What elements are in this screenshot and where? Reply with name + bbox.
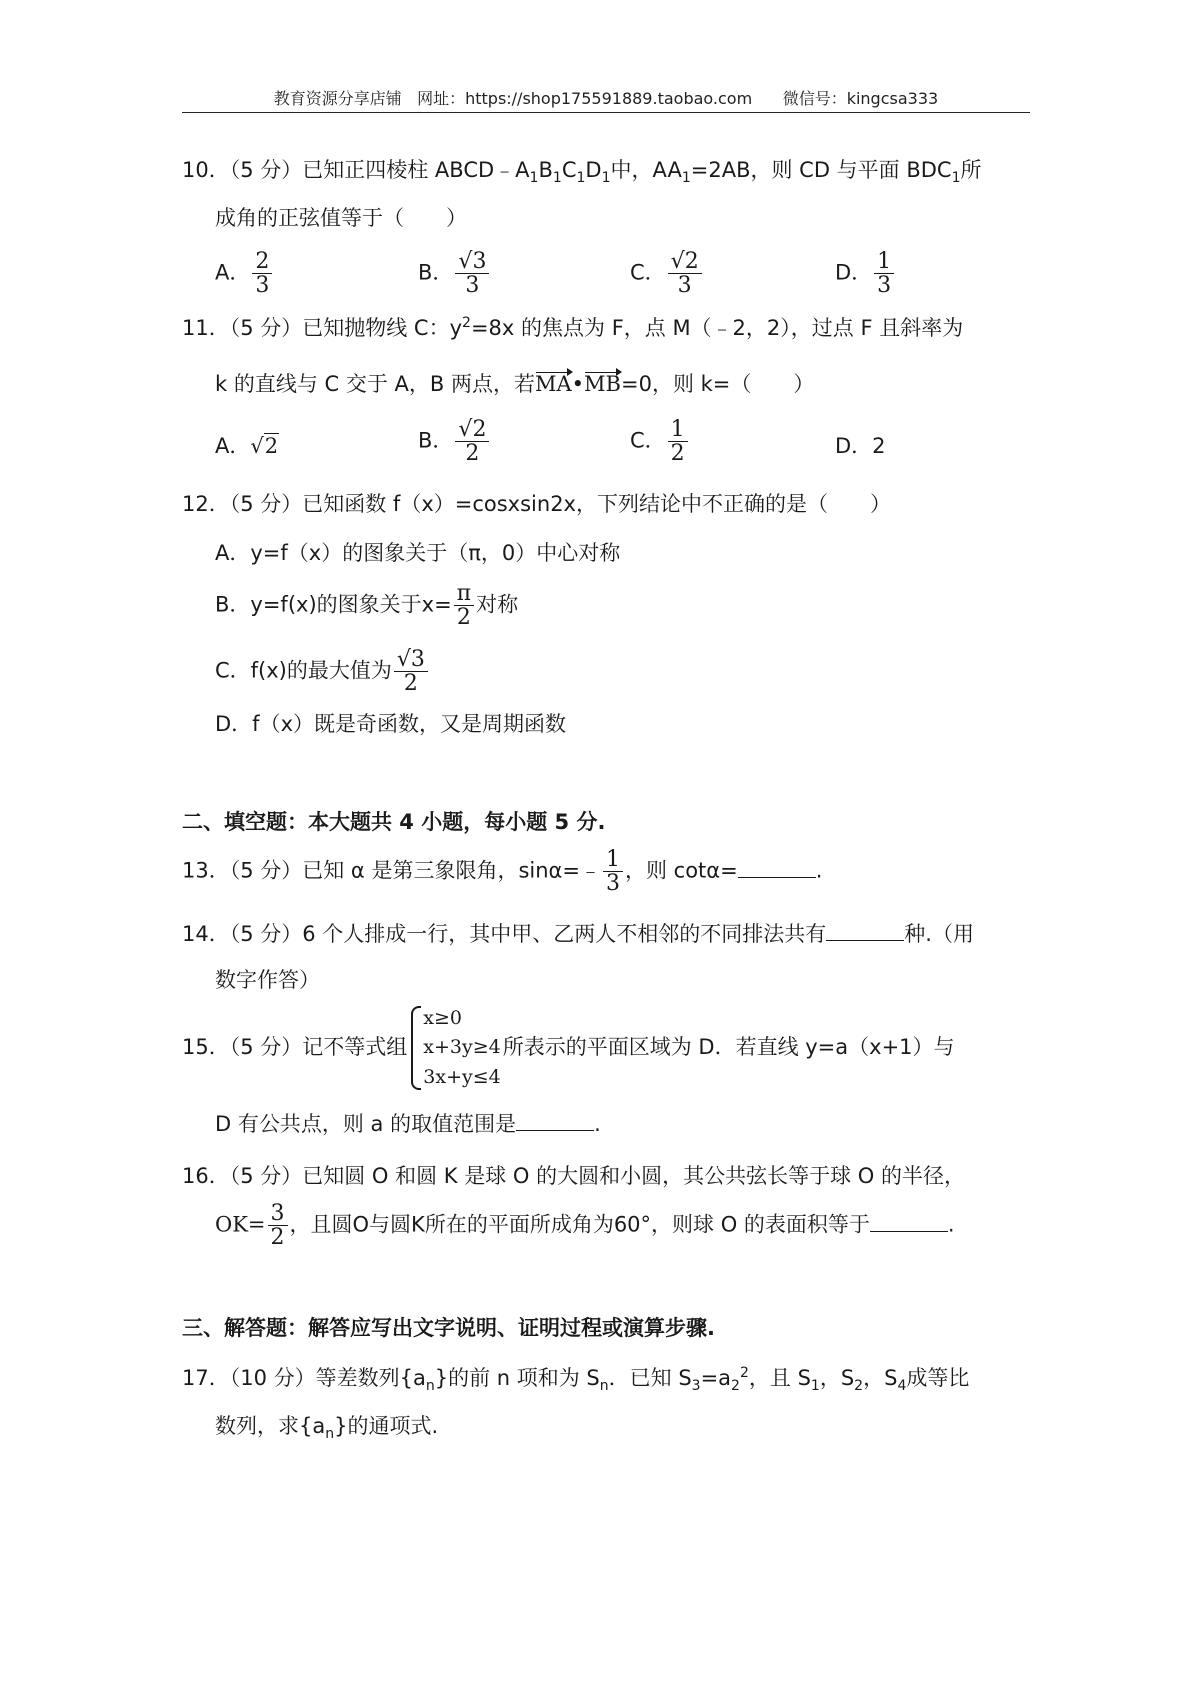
header-divider [182,112,1030,113]
question-14-line-1: 14．（5 分）6 个人排成一行，其中甲、乙两人不相邻的不同排法共有 种.（用 [182,922,974,946]
sqrt-symbol: √2 [250,434,279,458]
question-15-line-1: 15．（5 分）记不等式组 x≥0 x+3y≥4 3x+y≤4 所表示的平面区域为 D．若直线 y=a（x+1）与 [182,1004,955,1092]
question-14-line-2: 数字作答） [215,968,320,992]
question-12-stem: 12．（5 分）已知函数 f（x）=cosxsin2x，下列结论中不正确的是（ ） [182,492,891,516]
header-site-label: 网址： [417,89,466,108]
header-site: https://shop175591889.taobao.com [465,89,753,108]
question-16-line-1: 16．（5 分）已知圆 O 和圆 K 是球 O 的大圆和小圆，其公共弦长等于球 O 的半径， [182,1164,966,1188]
vector-mb: MB [584,372,621,396]
page-header [182,86,1030,109]
q11-option-a: A．√2 [215,434,279,458]
q10-option-a: A． $\frac{2}{3}$ [215,250,274,297]
question-13: 13．（5 分）已知 α 是第三象限角，sinα=﹣ $\frac{1}{3}$ ，则 cotα= . [182,847,823,897]
q11-option-b: B． $\frac{√2}{2}$ [418,418,491,465]
q12-option-a: A．y=f（x）的图象关于（π，0）中心对称 [215,541,621,565]
q12-option-b: B．y=f(x)的图象关于x= $\frac{\pi}{2}$ 对称 [215,581,519,631]
question-11-line-2: k 的直线与 C 交于 A，B 两点，若MA•MB=0，则 k=（ ） [215,372,815,396]
answer-blank [516,1112,594,1131]
header-wechat-label: 微信号： [782,89,847,108]
q10-option-d: D． $\frac{1}{3}$ [835,250,896,297]
vector-ma: MA [534,372,572,396]
q10-option-c: C． $\frac{√2}{3}$ [630,250,704,297]
answer-blank [870,1213,948,1232]
section-3-heading: 三、解答题：解答应写出文字说明、证明过程或演算步骤. [182,1316,715,1340]
question-11-line-1: 11．（5 分）已知抛物线 C：$y^2=8x$ 的焦点为 F，点 M（﹣2，2），过点 F 且斜率为 [182,315,964,340]
section-2-heading: 二、填空题：本大题共 4 小题，每小题 5 分. [182,810,606,834]
question-15-line-2: D 有公共点，则 a 的取值范围是 . [215,1112,601,1136]
question-10-line-1: 10．（5 分）已知正四棱柱 $ABCD﹣A_1B_1C_1D_1$中，$AA_1=2AB$，则 CD 与平面 $BDC_1$所 [182,158,982,187]
question-16-line-2: OK= $\frac{3}{2}$ ，且圆O与圆K所在的平面所成角为60°，则球 O 的表面积等于 . [215,1201,955,1251]
question-17-line-1: 17．（10 分）等差数列$\{a_n\}$的前 n 项和为 $S_n$．已知 $S_3=a_2^2$，且 $S_1$，$S_2$，$S_4$成等比 [182,1365,970,1395]
question-17-line-2: 数列，求$\{a_n\}$的通项式. [215,1414,439,1443]
header-wechat: kingcsa333 [846,89,939,108]
q11-option-d: D．2 [835,434,886,458]
answer-blank [826,922,904,941]
q12-option-d: D．f（x）既是奇函数，又是周期函数 [215,712,566,736]
q11-option-c: C． $\frac{1}{2}$ [630,418,690,465]
question-10-line-2: 成角的正弦值等于（ ） [215,206,467,230]
answer-blank [738,859,816,878]
q12-option-c: C．f(x)的最大值为 $\frac{√3}{2}$ [215,648,430,695]
inequality-system: x≥0 x+3y≥4 3x+y≤4 [409,1004,500,1092]
q10-option-b: B． $\frac{√3}{3}$ [418,250,491,297]
header-shop: 教育资源分享店铺 [273,89,402,108]
